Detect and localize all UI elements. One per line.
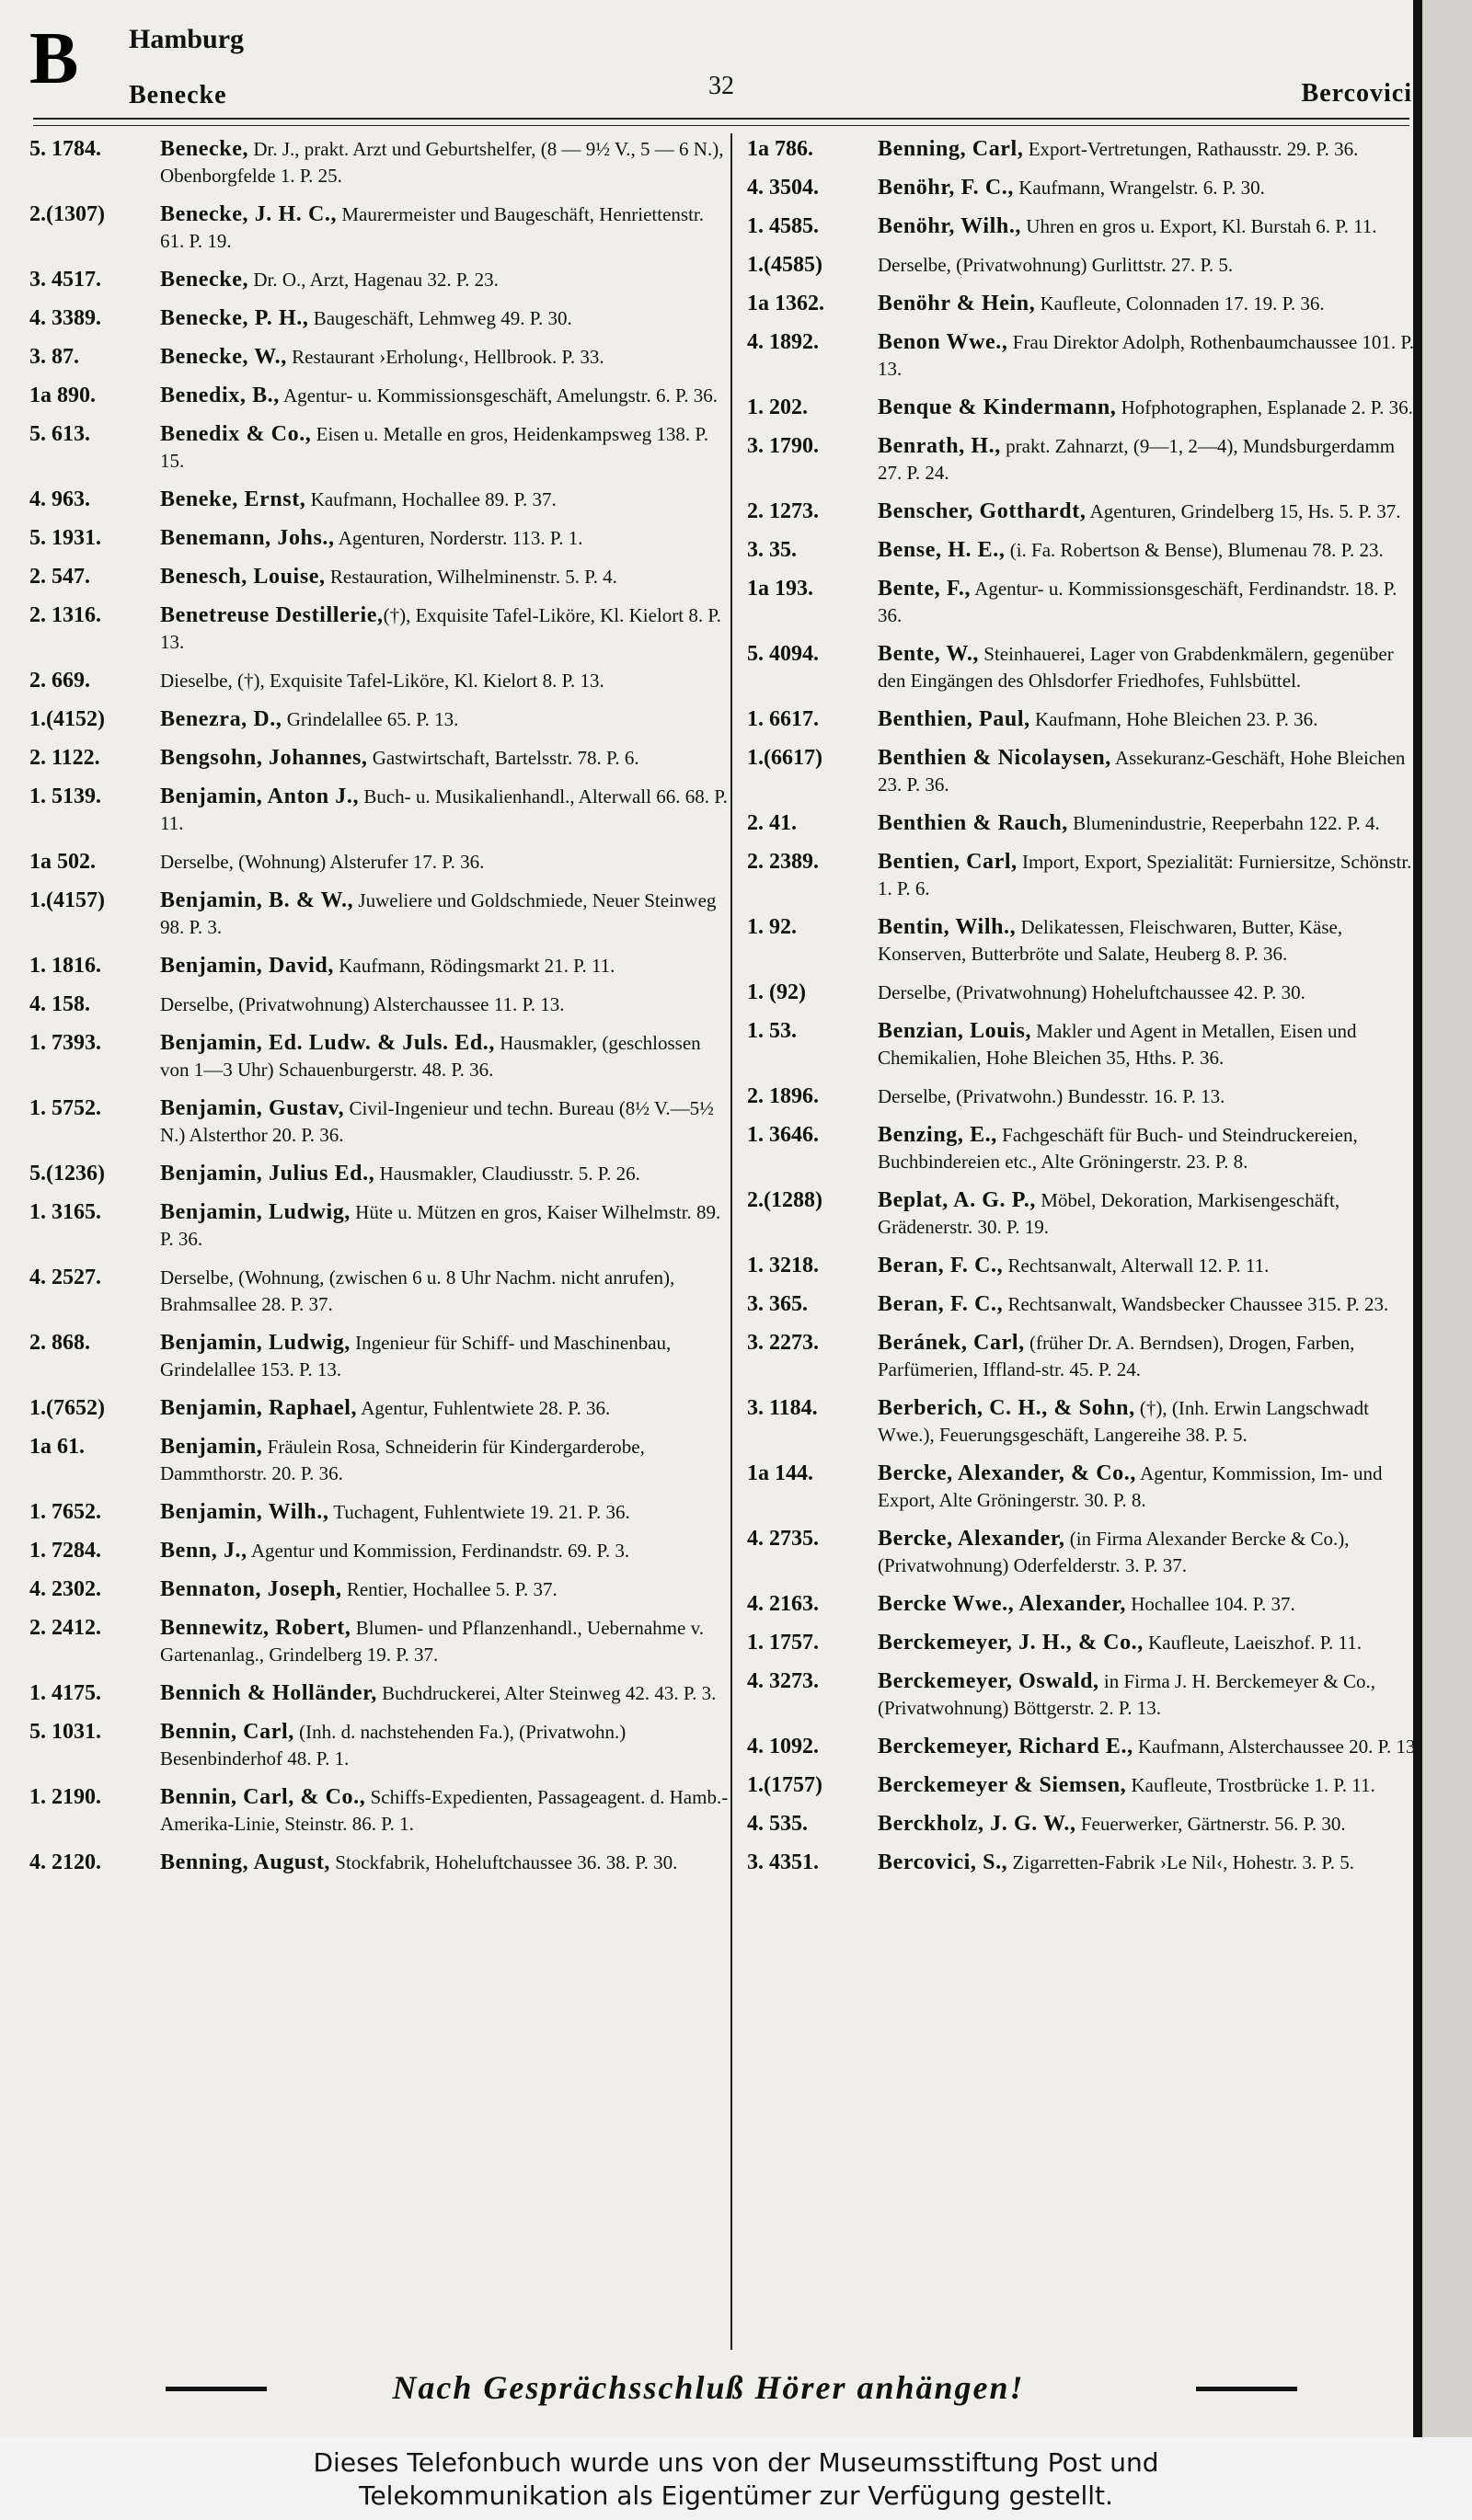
subscriber-name: Benjamin, Julius Ed.,: [160, 1162, 375, 1186]
subscriber-name: Benjamin, Wilh.,: [160, 1500, 329, 1524]
listing-entry: [747, 1330, 1420, 1383]
listing-entry: [747, 1850, 1420, 1876]
listing-entry: [747, 810, 1420, 837]
subscriber-name: Benedix, B.,: [160, 384, 280, 407]
subscriber-details: Export-Vertretungen, Rathausstr. 29. P. 36.: [1023, 138, 1359, 160]
listing-entry: [747, 1734, 1420, 1760]
subscriber-details: Derselbe, (Privatwohnung) Hoheluftchaussee 42. P. 30.: [878, 981, 1305, 1003]
subscriber-name: Bentin, Wilh.,: [878, 915, 1017, 939]
subscriber-name: Benecke, W.,: [160, 345, 287, 369]
phone-number: 1. 4585.: [747, 214, 819, 238]
subscriber-name: Bengsohn, Johannes,: [160, 746, 368, 770]
subscriber-name: Bentien, Carl,: [878, 850, 1018, 874]
listing-entry: [747, 1253, 1420, 1279]
phone-number: 1. 1757.: [747, 1631, 819, 1655]
subscriber-details: Restaurant ›Erholung‹, Hellbrook. P. 33.: [286, 346, 604, 368]
left-column: [29, 136, 730, 1888]
listing-entry: [747, 576, 1420, 629]
subscriber-name: Bennin, Carl,: [160, 1720, 294, 1744]
slogan: Nach Gesprächsschluß Hörer anhängen!: [392, 2369, 1025, 2406]
phone-number: 3. 1184.: [747, 1396, 818, 1420]
subscriber-details: (†), (Inh. Erwin Langschwadt Wwe.), Feuerungsgeschäft, Langereihe 38. P. 5.: [878, 1397, 1369, 1446]
listing-entry: [747, 1291, 1420, 1318]
subscriber-details: Baugeschäft, Lehmweg 49. P. 30.: [308, 307, 572, 329]
phone-number: 1a 1362.: [747, 292, 824, 315]
listing-entry: [29, 1265, 730, 1318]
subscriber-details: Kaufleute, Trostbrücke 1. P. 11.: [1126, 1774, 1375, 1796]
phone-number: 1a 61.: [29, 1435, 85, 1459]
phone-number: 2. 547.: [29, 565, 90, 589]
subscriber-name: Bercke, Alexander, & Co.,: [878, 1461, 1136, 1485]
subscriber-name: Berberich, C. H., & Sohn,: [878, 1396, 1135, 1420]
subscriber-name: Bente, F.,: [878, 577, 972, 601]
subscriber-details: Assekuranz-Geschäft, Hohe Bleichen 23. P. 36.: [878, 747, 1406, 796]
phone-number: 3. 2273.: [747, 1331, 819, 1355]
phone-number: 2. 1316.: [29, 603, 101, 627]
phone-number: 5. 1784.: [29, 137, 101, 161]
subscriber-details: Schiffs-Expedienten, Passageagent. d. Hamb.-Amerika-Linie, Steinstr. 86. P. 1.: [160, 1786, 729, 1835]
listing-entry: [747, 1395, 1420, 1449]
subscriber-name: Bennewitz, Robert,: [160, 1616, 351, 1640]
listing-entry: [29, 1161, 730, 1187]
phone-number: 2. 1122.: [29, 746, 100, 770]
column-divider: [730, 133, 732, 2350]
subscriber-name: Benecke, P. H.,: [160, 306, 309, 330]
subscriber-name: Bense, H. E.,: [878, 538, 1006, 562]
right-column: [747, 136, 1420, 1888]
subscriber-name: Benedix & Co.,: [160, 422, 312, 446]
subscriber-details: Kaufmann, Hohe Bleichen 23. P. 36.: [1029, 708, 1318, 730]
phone-number: 4. 3389.: [29, 306, 101, 330]
subscriber-details: Derselbe, (Privatwohnung) Gurlittstr. 27. P. 5.: [878, 254, 1234, 276]
subscriber-details: Derselbe, (Wohnung, (zwischen 6 u. 8 Uhr Nachm. nicht anrufen), Brahmsallee 28. P. 37.: [160, 1266, 675, 1315]
subscriber-details: Dr. J., prakt. Arzt und Geburtshelfer, (8 — 9½ V., 5 — 6 N.), Obenborgfelde 1. P. 25.: [160, 138, 724, 187]
phone-number: 2. 868.: [29, 1331, 90, 1355]
subscriber-details: Derselbe, (Privatwohnung) Alsterchaussee 11. P. 13.: [160, 993, 565, 1015]
listing-entry: [747, 329, 1420, 383]
listing-entry: [29, 1680, 730, 1707]
listing-entry: [29, 1576, 730, 1603]
last-entry-heading: Bercovici: [1301, 79, 1412, 108]
subscriber-details: prakt. Zahnarzt, (9—1, 2—4), Mundsburgerdamm 27. P. 24.: [878, 435, 1396, 484]
listing-entry: [747, 1187, 1420, 1241]
subscriber-details: Möbel, Dekoration, Markisengeschäft, Grädenerstr. 30. P. 19.: [878, 1189, 1340, 1238]
phone-number: 4. 2302.: [29, 1577, 101, 1601]
listing-entry: [29, 1499, 730, 1526]
phone-number: 4. 2527.: [29, 1266, 101, 1289]
phone-number: 3. 365.: [747, 1292, 808, 1316]
phone-number: 2. 41.: [747, 811, 797, 835]
listing-entry: [747, 213, 1420, 240]
listing-entry: [29, 1330, 730, 1383]
phone-number: 5. 1031.: [29, 1720, 101, 1744]
subscriber-details: Fachgeschäft für Buch- und Steindruckereien, Buchbindereien etc., Alte Gröningerstr. 23. P. 8.: [878, 1124, 1358, 1173]
subscriber-name: Benning, August,: [160, 1850, 331, 1874]
subscriber-name: Bercke, Alexander,: [878, 1527, 1065, 1551]
subscriber-details: Feuerwerker, Gärtnerstr. 56. P. 30.: [1075, 1813, 1346, 1835]
subscriber-name: Benecke,: [160, 137, 249, 161]
listing-entry: [29, 668, 730, 694]
subscriber-details: Grindelallee 65. P. 13.: [282, 708, 459, 730]
subscriber-name: Berckholz, J. G. W.,: [878, 1812, 1076, 1836]
city-heading: Hamburg: [129, 24, 245, 54]
adjacent-page-strip: [1422, 0, 1472, 2437]
listing-entry: [747, 291, 1420, 317]
listing-entry: [747, 252, 1420, 279]
subscriber-details: Rechtsanwalt, Alterwall 12. P. 11.: [1003, 1254, 1270, 1277]
listing-entry: [747, 706, 1420, 733]
subscriber-details: Uhren en gros u. Export, Kl. Burstah 6. P. 11.: [1021, 215, 1377, 237]
subscriber-details: Agentur, Fuhlentwiete 28. P. 36.: [357, 1397, 611, 1419]
subscriber-name: Benrath, H.,: [878, 434, 1001, 458]
page-number: 32: [708, 72, 734, 100]
phone-number: 4. 3504.: [747, 176, 819, 200]
subscriber-details: Kaufmann, Hochallee 89. P. 37.: [305, 488, 557, 510]
phone-number: 1. 3646.: [747, 1123, 819, 1147]
phone-number: 3. 35.: [747, 538, 797, 562]
subscriber-name: Benzing, E.,: [878, 1123, 997, 1147]
subscriber-details: Buchdruckerei, Alter Steinweg 42. 43. P. 3.: [376, 1682, 717, 1704]
subscriber-details: (i. Fa. Robertson & Bense), Blumenau 78. P. 23.: [1005, 539, 1384, 561]
listing-entry: [29, 784, 730, 837]
listing-entry: [29, 1615, 730, 1668]
subscriber-details: in Firma J. H. Berckemeyer & Co., (Privatwohnung) Böttgerstr. 2. P. 13.: [878, 1670, 1375, 1719]
subscriber-details: Dieselbe, (†), Exquisite Tafel-Liköre, Kl. Kielort 8. P. 13.: [160, 670, 604, 692]
phone-number: 1a 502.: [29, 850, 96, 874]
phone-number: 1. 7652.: [29, 1500, 101, 1524]
phone-number: 4. 2120.: [29, 1850, 101, 1874]
section-letter: B: [29, 18, 79, 99]
subscriber-details: Kaufleute, Colonnaden 17. 19. P. 36.: [1035, 292, 1325, 315]
listing-entry: [747, 1630, 1420, 1656]
subscriber-name: Benjamin, Anton J.,: [160, 785, 360, 808]
phone-number: 1. 2190.: [29, 1785, 101, 1809]
subscriber-name: Benscher, Gotthardt,: [878, 499, 1087, 523]
listing-entry: [29, 706, 730, 733]
subscriber-details: Rentier, Hochallee 5. P. 37.: [341, 1578, 558, 1600]
subscriber-details: (Inh. d. nachstehenden Fa.), (Privatwohn.) Besenbinderhof 48. P. 1.: [160, 1721, 627, 1770]
subscriber-details: Agenturen, Norderstr. 113. P. 1.: [334, 527, 583, 549]
listing-entry: [747, 537, 1420, 564]
footer-line-2: Telekommunikation als Eigentümer zur Verfügung gestellt.: [359, 2480, 1113, 2511]
subscriber-name: Beran, F. C.,: [878, 1254, 1004, 1277]
subscriber-details: Kaufleute, Laeiszhof. P. 11.: [1143, 1632, 1363, 1654]
phone-number: 4. 2735.: [747, 1527, 819, 1551]
slogan-rule-right: [1196, 2387, 1297, 2391]
archive-footer: [0, 2437, 1472, 2520]
listing-entry: [747, 136, 1420, 163]
footer-line-1: Dieses Telefonbuch wurde uns von der Museumsstiftung Post und: [313, 2447, 1159, 2478]
subscriber-details: Dr. O., Arzt, Hagenau 32. P. 23.: [248, 269, 499, 291]
listing-entry: [747, 433, 1420, 487]
subscriber-details: Zigarretten-Fabrik ›Le Nil‹, Hohestr. 3. P. 5.: [1007, 1851, 1355, 1873]
phone-number: 4. 1892.: [747, 330, 819, 354]
phone-number: 1a 890.: [29, 384, 96, 407]
phone-number: 1.(1757): [747, 1773, 822, 1797]
phone-number: 1. 92.: [747, 915, 797, 939]
phone-number: 2. 1273.: [747, 499, 819, 523]
phone-number: 1. 6617.: [747, 707, 819, 731]
phone-number: 4. 158.: [29, 992, 90, 1016]
listing-entry: [29, 421, 730, 475]
phone-number: 1. 7393.: [29, 1031, 101, 1055]
subscriber-name: Benjamin, Ludwig,: [160, 1331, 351, 1355]
subscriber-details: Hüte u. Mützen en gros, Kaiser Wilhelmstr. 89. P. 36.: [160, 1201, 721, 1250]
phone-number: 2. 2389.: [747, 850, 819, 874]
phone-number: 3. 4517.: [29, 268, 101, 292]
subscriber-details: Gastwirtschaft, Bartelsstr. 78. P. 6.: [367, 747, 639, 769]
phone-number: 1. 202.: [747, 395, 808, 419]
phone-number: 4. 1092.: [747, 1735, 819, 1758]
subscriber-details: Hausmakler, Claudiusstr. 5. P. 26.: [374, 1163, 640, 1185]
subscriber-details: (in Firma Alexander Bercke & Co.), (Privatwohnung) Oderfelderstr. 3. P. 37.: [878, 1528, 1350, 1576]
subscriber-name: Berckemeyer, Richard E.,: [878, 1735, 1133, 1758]
subscriber-name: Benzian, Louis,: [878, 1019, 1032, 1043]
subscriber-name: Benöhr, F. C.,: [878, 176, 1014, 200]
phone-number: 5. 613.: [29, 422, 90, 446]
subscriber-details: Stockfabrik, Hoheluftchaussee 36. 38. P. 30.: [330, 1851, 678, 1873]
subscriber-details: Derselbe, (Privatwohn.) Bundesstr. 16. P. 13.: [878, 1085, 1225, 1107]
subscriber-name: Berckemeyer & Siemsen,: [878, 1773, 1127, 1797]
listing-entry: [29, 564, 730, 590]
header-rule-thin: [33, 125, 1409, 126]
subscriber-details: Buch- u. Musikalienhandl., Alterwall 66. 68. P. 11.: [160, 785, 728, 834]
subscriber-name: Benesch, Louise,: [160, 565, 326, 589]
subscriber-details: Makler und Agent in Metallen, Eisen und Chemikalien, Hohe Bleichen 35, Hths. P. 36.: [878, 1020, 1357, 1069]
subscriber-details: Fräulein Rosa, Schneiderin für Kindergarderobe, Dammthorstr. 20. P. 36.: [160, 1436, 645, 1484]
phone-number: 1. 3218.: [747, 1254, 819, 1277]
phone-number: 5.(1236): [29, 1162, 105, 1186]
subscriber-name: Bercovici, S.,: [878, 1850, 1008, 1874]
subscriber-name: Benezra, D.,: [160, 707, 282, 731]
phone-number: 1.(4585): [747, 253, 822, 277]
listing-entry: [29, 136, 730, 189]
subscriber-details: Civil-Ingenieur und techn. Bureau (8½ V.—5½ N.) Alsterthor 20. P. 36.: [160, 1097, 714, 1146]
subscriber-details: (früher Dr. A. Berndsen), Drogen, Farben, Parfümerien, Iffland-str. 45. P. 24.: [878, 1332, 1355, 1380]
subscriber-name: Benjamin, David,: [160, 954, 334, 978]
subscriber-name: Bercke Wwe., Alexander,: [878, 1592, 1127, 1616]
listing-entry: [747, 914, 1420, 968]
listing-entry: [747, 1811, 1420, 1838]
subscriber-name: Benöhr, Wilh.,: [878, 214, 1022, 238]
subscriber-details: Hofphotographen, Esplanade 2. P. 36.: [1116, 396, 1413, 418]
subscriber-name: Beneke, Ernst,: [160, 487, 306, 511]
listing-entry: [747, 1668, 1420, 1722]
phone-number: 1.(7652): [29, 1396, 105, 1420]
phone-number: 4. 535.: [747, 1812, 808, 1836]
phone-number: 1a 193.: [747, 577, 813, 601]
subscriber-name: Benjamin, B. & W.,: [160, 888, 354, 912]
phone-number: 1. 1816.: [29, 954, 101, 978]
subscriber-details: Delikatessen, Fleischwaren, Butter, Käse, Konserven, Butterbröte und Salate, Heuberg 8. P. 36.: [878, 916, 1343, 965]
subscriber-name: Benecke,: [160, 268, 249, 292]
subscriber-details: Tuchagent, Fuhlentwiete 19. 21. P. 36.: [328, 1501, 630, 1523]
phone-number: 1. 3165.: [29, 1200, 101, 1224]
subscriber-name: Benthien & Nicolaysen,: [878, 746, 1111, 770]
subscriber-details: Hochallee 104. P. 37.: [1126, 1593, 1295, 1615]
subscriber-name: Bente, W.,: [878, 642, 980, 666]
subscriber-details: Juweliere und Goldschmiede, Neuer Steinweg 98. P. 3.: [160, 889, 717, 938]
listing-entry: [747, 1122, 1420, 1175]
listing-entry: [29, 849, 730, 876]
phone-number: 1. 5139.: [29, 785, 101, 808]
subscriber-name: Bennaton, Joseph,: [160, 1577, 342, 1601]
listing-entry: [747, 1772, 1420, 1799]
subscriber-name: Beránek, Carl,: [878, 1331, 1025, 1355]
subscriber-name: Benque & Kindermann,: [878, 395, 1117, 419]
subscriber-name: Benecke, J. H. C.,: [160, 202, 338, 226]
listing-entry: [29, 602, 730, 656]
phone-number: 1. 7284.: [29, 1539, 101, 1563]
subscriber-details: Agenturen, Grindelberg 15, Hs. 5. P. 37.: [1086, 500, 1401, 522]
phone-number: 3. 87.: [29, 345, 79, 369]
listing-entry: [29, 1199, 730, 1253]
listing-entry: [29, 745, 730, 772]
listing-entry: [747, 1460, 1420, 1514]
subscriber-name: Benjamin, Raphael,: [160, 1396, 358, 1420]
listing-entry: [29, 267, 730, 293]
subscriber-details: Agentur und Kommission, Ferdinandstr. 69. P. 3.: [247, 1540, 630, 1562]
phone-number: 5. 1931.: [29, 526, 101, 550]
phone-number: 3. 4351.: [747, 1850, 819, 1874]
subscriber-details: Blumen- und Pflanzenhandl., Uebernahme v. Gartenanlag., Grindelberg 19. P. 37.: [160, 1617, 704, 1666]
first-entry-heading: Benecke: [129, 81, 227, 109]
subscriber-name: Benthien, Paul,: [878, 707, 1030, 731]
listing-entry: [747, 1083, 1420, 1110]
listing-entry: [747, 1018, 1420, 1071]
listing-entry: [747, 395, 1420, 421]
listing-entry: [29, 991, 730, 1018]
subscriber-details: Blumenindustrie, Reeperbahn 122. P. 4.: [1067, 812, 1380, 834]
listing-entry: [747, 641, 1420, 694]
subscriber-details: Rechtsanwalt, Wandsbecker Chaussee 315. P. 23.: [1003, 1293, 1389, 1315]
subscriber-name: Beplat, A. G. P.,: [878, 1188, 1037, 1212]
phone-number: 1. 5752.: [29, 1096, 101, 1120]
subscriber-name: Berckemeyer, J. H., & Co.,: [878, 1631, 1144, 1655]
listing-entry: [747, 175, 1420, 201]
listing-entry: [747, 1591, 1420, 1618]
subscriber-details: (†), Exquisite Tafel-Liköre, Kl. Kielort 8. P. 13.: [160, 604, 721, 653]
phone-number: 5. 4094.: [747, 642, 819, 666]
listing-entry: [29, 487, 730, 513]
phone-number: 2. 1896.: [747, 1084, 819, 1108]
phone-number: 1.(4152): [29, 707, 105, 731]
subscriber-details: Eisen u. Metalle en gros, Heidenkampsweg 138. P. 15.: [160, 423, 708, 472]
phone-number: 1. 4175.: [29, 1681, 101, 1705]
subscriber-details: Derselbe, (Wohnung) Alsterufer 17. P. 36.: [160, 851, 485, 873]
listing-entry: [29, 383, 730, 409]
subscriber-name: Benöhr & Hein,: [878, 292, 1036, 315]
phone-number: 4. 963.: [29, 487, 90, 511]
subscriber-name: Benn, J.,: [160, 1539, 247, 1563]
listing-entry: [29, 953, 730, 979]
subscriber-name: Berckemeyer, Oswald,: [878, 1669, 1099, 1693]
listing-entry: [29, 525, 730, 552]
subscriber-name: Benning, Carl,: [878, 137, 1024, 161]
listing-entry: [29, 344, 730, 371]
listing-entry: [29, 888, 730, 941]
listing-entry: [29, 1719, 730, 1772]
subscriber-name: Bennich & Holländer,: [160, 1681, 377, 1705]
listing-entry: [29, 1434, 730, 1487]
subscriber-details: Agentur- u. Kommissionsgeschäft, Ferdinandstr. 18. P. 36.: [878, 578, 1397, 626]
subscriber-name: Benetreuse Destillerie,: [160, 603, 384, 627]
subscriber-name: Benon Wwe.,: [878, 330, 1008, 354]
phone-number: 4. 3273.: [747, 1669, 819, 1693]
subscriber-details: Restauration, Wilhelminenstr. 5. P. 4.: [325, 566, 617, 588]
phone-number: 4. 2163.: [747, 1592, 819, 1616]
subscriber-details: Kaufmann, Wrangelstr. 6. P. 30.: [1014, 177, 1265, 199]
listing-entry: [747, 498, 1420, 525]
subscriber-details: Steinhauerei, Lager von Grabdenkmälern, gegenüber den Eingängen des Ohlsdorfer Friedhofes, Fuhlsbüttel.: [878, 643, 1394, 692]
listing-entry: [747, 979, 1420, 1006]
phone-number: 2. 669.: [29, 669, 90, 693]
listing-entry: [747, 1526, 1420, 1579]
listing-entry: [29, 1850, 730, 1876]
phone-number: 1. (92): [747, 980, 806, 1004]
listing-entry: [747, 745, 1420, 798]
subscriber-details: Kaufmann, Rödingsmarkt 21. P. 11.: [333, 955, 615, 977]
subscriber-details: Import, Export, Spezialität: Furniersitze, Schönstr. 1. P. 6.: [878, 851, 1412, 899]
subscriber-name: Benthien & Rauch,: [878, 811, 1068, 835]
listing-entry: [29, 1784, 730, 1838]
listing-entry: [29, 201, 730, 255]
subscriber-name: Bennin, Carl, & Co.,: [160, 1785, 366, 1809]
subscriber-name: Benemann, Johs.,: [160, 526, 335, 550]
phone-number: 1.(4157): [29, 888, 105, 912]
subscriber-name: Benjamin, Ed. Ludw. & Juls. Ed.,: [160, 1031, 495, 1055]
phone-number: 3. 1790.: [747, 434, 819, 458]
subscriber-details: Maurermeister und Baugeschäft, Henriettenstr. 61. P. 19.: [160, 203, 704, 252]
subscriber-name: Benjamin, Ludwig,: [160, 1200, 351, 1224]
listing-entry: [29, 1395, 730, 1422]
subscriber-details: Agentur- u. Kommissionsgeschäft, Amelungstr. 6. P. 36.: [279, 384, 719, 407]
subscriber-name: Beran, F. C.,: [878, 1292, 1004, 1316]
phone-number: 2. 2412.: [29, 1616, 101, 1640]
listing-entry: [747, 849, 1420, 902]
phone-number: 1.(6617): [747, 746, 822, 770]
listing-entry: [29, 1030, 730, 1083]
subscriber-details: Agentur, Kommission, Im- und Export, Alte Gröningerstr. 30. P. 8.: [878, 1462, 1383, 1511]
header-rule: [33, 118, 1409, 120]
phone-number: 2.(1307): [29, 202, 105, 226]
phone-number: 1a 786.: [747, 137, 813, 161]
subscriber-details: Ingenieur für Schiff- und Maschinenbau, Grindelallee 153. P. 13.: [160, 1332, 672, 1380]
subscriber-details: Hausmakler, (geschlossen von 1—3 Uhr) Schauenburgerstr. 48. P. 36.: [160, 1032, 701, 1081]
listing-entry: [29, 1538, 730, 1564]
subscriber-name: Benjamin,: [160, 1435, 263, 1459]
phone-number: 1a 144.: [747, 1461, 813, 1485]
phone-number: 2.(1288): [747, 1188, 822, 1212]
subscriber-name: Benjamin, Gustav,: [160, 1096, 345, 1120]
subscriber-details: Kaufmann, Alsterchaussee 20. P. 13.: [1133, 1735, 1420, 1758]
listing-entry: [29, 305, 730, 332]
listing-entry: [29, 1095, 730, 1149]
subscriber-details: Frau Direktor Adolph, Rothenbaumchaussee 101. P. 13.: [878, 331, 1415, 380]
phone-number: 1. 53.: [747, 1019, 797, 1043]
